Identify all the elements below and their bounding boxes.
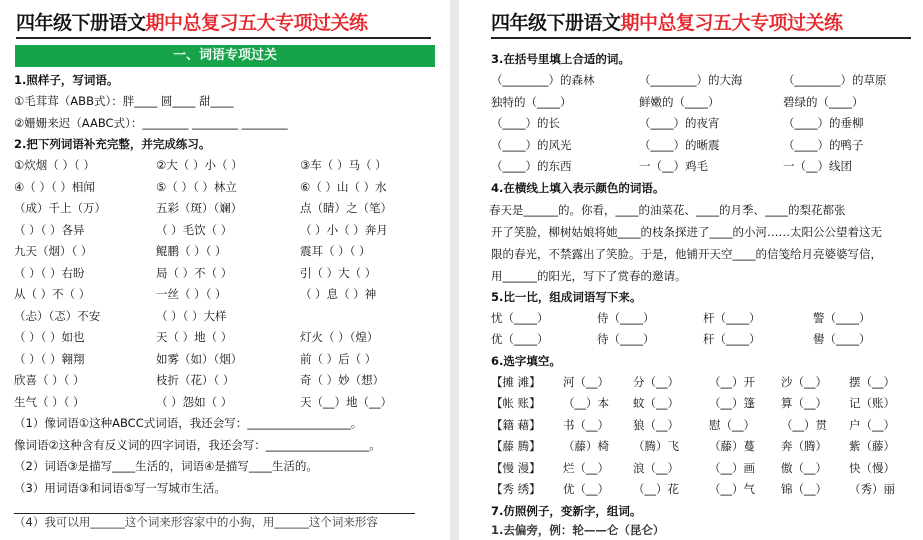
question-6-cell: （藤）蔓 <box>709 439 755 453</box>
word-grid-cell: ④（ ）（ ）相闻 <box>14 179 95 194</box>
question-6-cell: 蚊（__） <box>633 396 679 410</box>
question-5-cell: 侍（____） <box>597 310 655 325</box>
word-grid-row <box>14 241 450 263</box>
word-grid-cell: 如雾（如）（烟） <box>156 351 243 366</box>
question-6-cell: 慰（__） <box>709 417 755 432</box>
word-grid <box>0 155 450 413</box>
question-6-cell: 【藤 腾】 <box>491 439 541 453</box>
question-3-cell: （________）的森林 <box>491 73 595 87</box>
question-3-cell: （____）的长 <box>491 116 560 130</box>
question-3-row <box>491 113 923 135</box>
question-6-cell: 奔（腾） <box>781 439 827 453</box>
page-title-right <box>491 8 911 39</box>
question-3-row <box>491 156 923 178</box>
word-grid-row <box>14 220 450 242</box>
question-3-heading: 3.在括号里填上合适的词。 <box>491 52 630 66</box>
question-5-row <box>491 308 923 330</box>
right-page <box>459 0 923 540</box>
question-3-cell: （____）的鸭子 <box>783 137 864 152</box>
word-grid-row <box>14 349 450 371</box>
question-6-cell: （__）篷 <box>709 396 755 410</box>
question-6-cell: （__）贯 <box>781 417 827 432</box>
word-grid-cell: 欣喜（ ）（ ） <box>14 373 85 387</box>
question-3-cell: （____）的风光 <box>491 137 572 152</box>
question-5-heading: 5.比一比，组成词语写下来。 <box>491 289 642 304</box>
word-grid-cell: （成）千上（万） <box>14 201 106 215</box>
word-grid-row <box>14 198 450 220</box>
question-5-cell: 忧（____） <box>491 310 549 325</box>
question-3-cell: （________）的草原 <box>783 73 887 87</box>
question-5-cell: 警（____） <box>813 310 871 325</box>
question-5-cell: 杆（____） <box>703 310 761 325</box>
question-3-row <box>491 70 923 92</box>
question-2-heading: 2.把下列词语补充完整，并完成练习。 <box>14 137 211 151</box>
question-6-cell: 浪（__） <box>633 460 679 475</box>
question-6-cell: 【慢 漫】 <box>491 460 541 475</box>
question-6-row <box>491 372 923 394</box>
question-2-sub-1b: 像词语②这种含有反义词的四字词语，我还会写：__________________。 <box>14 437 381 452</box>
question-3-cell: 碧绿的（____） <box>783 94 864 109</box>
question-6-cell: 快（慢） <box>849 460 895 475</box>
title-black: 四年级下册语文 <box>491 12 621 34</box>
question-3-cell: （________）的大海 <box>639 73 743 87</box>
question-3-cell: 鲜嫩的（____） <box>639 94 720 109</box>
question-4-para-2: 开了笑脸，柳树姑娘将她____的枝条探进了____的小河……太阳公公望着这无 <box>491 224 882 239</box>
word-grid-cell: 生气（ ）（ ） <box>14 394 85 409</box>
question-6-grid <box>459 372 923 501</box>
question-3-cell: （____）的东西 <box>491 159 572 173</box>
page-divider <box>450 0 459 540</box>
word-grid-cell: （ ）（ ）如也 <box>14 330 85 344</box>
question-4-para-4: 用______的阳光，写下了赏春的邀请。 <box>491 268 687 283</box>
question-6-cell: 烂（__） <box>563 460 609 475</box>
question-5-row <box>491 329 923 351</box>
title-red: 期中总复习五大专项过关练 <box>145 12 368 34</box>
question-4-heading: 4.在横线上填入表示颜色的词语。 <box>491 180 665 195</box>
question-4-para-1: 春天是______的。你看，____的油菜花、____的月季、____的梨花都张 <box>489 202 846 217</box>
question-3-cell: 独特的（____） <box>491 94 572 109</box>
question-2-sub-3: （3）用词语③和词语⑤写一写城市生活。 <box>14 480 226 495</box>
title-red: 期中总复习五大专项过关练 <box>620 12 843 34</box>
word-grid-cell: ⑤（ ）（ ）林立 <box>156 179 237 194</box>
question-6-cell: 户（__） <box>849 417 895 432</box>
question-5-grid <box>459 308 923 351</box>
word-grid-cell: 局（ ）不（ ） <box>156 265 233 280</box>
question-6-row <box>491 393 923 415</box>
question-3-row <box>491 92 923 114</box>
question-6-cell: 算（__） <box>781 396 827 410</box>
question-6-cell: （__）画 <box>709 460 755 475</box>
word-grid-cell: ③车（ ）马（ ） <box>300 158 387 172</box>
question-3-row <box>491 135 923 157</box>
word-grid-cell: 引（ ）大（ ） <box>300 265 377 280</box>
word-grid-row <box>14 155 450 177</box>
question-5-cell: 优（____） <box>491 332 549 346</box>
left-page <box>0 0 450 540</box>
question-6-cell: 摆（__） <box>849 374 895 389</box>
word-grid-row <box>14 177 450 199</box>
question-5-cell: 秆（____） <box>703 332 761 346</box>
question-6-cell: 【摊 滩】 <box>491 374 541 389</box>
question-2-sub-4: （4）我可以用______这个词来形容家中的小狗，用______这个词来形容 <box>14 515 378 529</box>
word-grid-cell: （ ）（ ）各异 <box>14 222 85 237</box>
question-2-sub-2: （2）词语③是描写____生活的，词语④是描写____生活的。 <box>14 459 318 473</box>
question-1-heading: 1.照样子，写词语。 <box>14 73 119 87</box>
word-grid-cell: 灯火（ ）（煌） <box>300 330 379 344</box>
question-1-line-1: ①毛茸茸（ABB式）：胖____ 圆____ 甜____ <box>14 94 234 108</box>
question-3-grid <box>459 70 923 178</box>
question-7-heading: 7.仿照例子，变新字，组词。 <box>491 503 642 518</box>
question-6-cell: （__）本 <box>563 396 609 410</box>
question-6-heading: 6.选字填空。 <box>491 353 561 368</box>
question-6-cell: （藤）椅 <box>563 439 609 453</box>
word-grid-cell: 鲲鹏（ ）（ ） <box>156 244 227 258</box>
word-grid-row <box>14 263 450 285</box>
question-6-cell: 紫（藤） <box>849 439 895 453</box>
question-6-cell: 分（__） <box>633 374 679 389</box>
question-6-cell: （腾）飞 <box>633 439 679 453</box>
word-grid-cell: （ ）毛饮（ ） <box>156 222 233 237</box>
word-grid-cell: 枝折（花）（ ） <box>156 373 235 387</box>
word-grid-cell: （ ）（ ）翱翔 <box>14 351 85 366</box>
question-6-cell: 记（账） <box>849 396 895 410</box>
question-3-cell: （____）的垂柳 <box>783 116 864 130</box>
question-6-cell: 【帐 账】 <box>491 396 541 410</box>
word-grid-cell: 一丝（ ）（ ） <box>156 287 227 301</box>
word-grid-cell: ⑥（ ）山（ ）水 <box>300 179 387 194</box>
word-grid-cell: 天（__）地（__） <box>300 394 392 409</box>
question-6-cell: （__）气 <box>709 482 755 496</box>
question-6-cell: 傲（__） <box>781 460 827 475</box>
question-6-cell: （秀）丽 <box>849 482 895 496</box>
question-6-cell: 沙（__） <box>781 374 827 389</box>
question-2-sub-1: （1）像词语①这种ABCC式词语，我还会写：__________________。 <box>14 416 363 430</box>
question-6-cell: 优（__） <box>563 482 609 496</box>
question-3-cell: 一（__）线团 <box>783 159 852 173</box>
question-6-cell: 狼（__） <box>633 417 679 432</box>
question-6-cell: 【秀 绣】 <box>491 482 541 496</box>
question-6-row <box>491 436 923 458</box>
word-grid-row <box>14 392 450 414</box>
question-6-row <box>491 479 923 501</box>
word-grid-row <box>14 306 450 328</box>
question-6-cell: 河（__） <box>563 374 609 389</box>
question-6-cell: 【籍 藉】 <box>491 417 541 432</box>
question-3-cell: （____）的晰震 <box>639 137 720 152</box>
question-3-cell: （____）的夜宵 <box>639 116 720 130</box>
question-1-line-2: ②姗姗来迟（AABC式）：________ ________ ________ <box>14 115 288 130</box>
question-7-sub-1: 1.去偏旁，例：轮——仑（昆仑） <box>491 522 665 537</box>
word-grid-row <box>14 370 450 392</box>
word-grid-cell: 前（ ）后（ ） <box>300 351 377 366</box>
word-grid-cell: 点（睛）之（笔） <box>300 201 392 215</box>
word-grid-cell: （ ）（ ）右盼 <box>14 265 85 280</box>
word-grid-cell: （ ）息（ ）神 <box>300 287 377 301</box>
title-black: 四年级下册语文 <box>16 12 146 34</box>
word-grid-cell: 从（ ）不（ ） <box>14 287 91 301</box>
question-3-cell: 一（__）鸡毛 <box>639 159 708 173</box>
word-grid-cell: （ ）（ ）大样 <box>156 308 227 323</box>
question-6-cell: 锦（__） <box>781 482 827 496</box>
word-grid-cell: 九天（烟）（ ） <box>14 244 93 258</box>
word-grid-cell: ②大（ ）小（ ） <box>156 158 243 172</box>
question-6-cell: （__）开 <box>709 374 755 389</box>
word-grid-cell: （ ）怨如（ ） <box>156 394 233 409</box>
page-title <box>16 8 431 39</box>
question-5-cell: 嚳（____） <box>813 332 871 346</box>
word-grid-row <box>14 327 450 349</box>
word-grid-cell: ①炊烟（ ）（ ） <box>14 158 95 172</box>
question-6-row <box>491 415 923 437</box>
word-grid-cell: （ ）小（ ）奔月 <box>300 222 388 237</box>
question-4-para-3: 限的春光，不禁露出了笑脸。于是，他铺开天空____的信笺给月亮婆婆写信， <box>491 246 882 261</box>
question-5-cell: 待（____） <box>597 332 655 346</box>
word-grid-row <box>14 284 450 306</box>
question-6-row <box>491 458 923 480</box>
question-6-cell: 书（__） <box>563 417 609 432</box>
word-grid-cell: 震耳（ ）（ ） <box>300 244 371 258</box>
word-grid-cell: 五彩（斑）（斓） <box>156 201 243 215</box>
section-banner: 一、词语专项过关 <box>15 45 435 67</box>
question-6-cell: （__）花 <box>633 482 679 496</box>
word-grid-cell: 奇（ ）妙（想） <box>300 373 385 387</box>
word-grid-cell: 天（ ）地（ ） <box>156 330 233 344</box>
word-grid-cell: （忐）（忑）不安 <box>14 308 101 323</box>
